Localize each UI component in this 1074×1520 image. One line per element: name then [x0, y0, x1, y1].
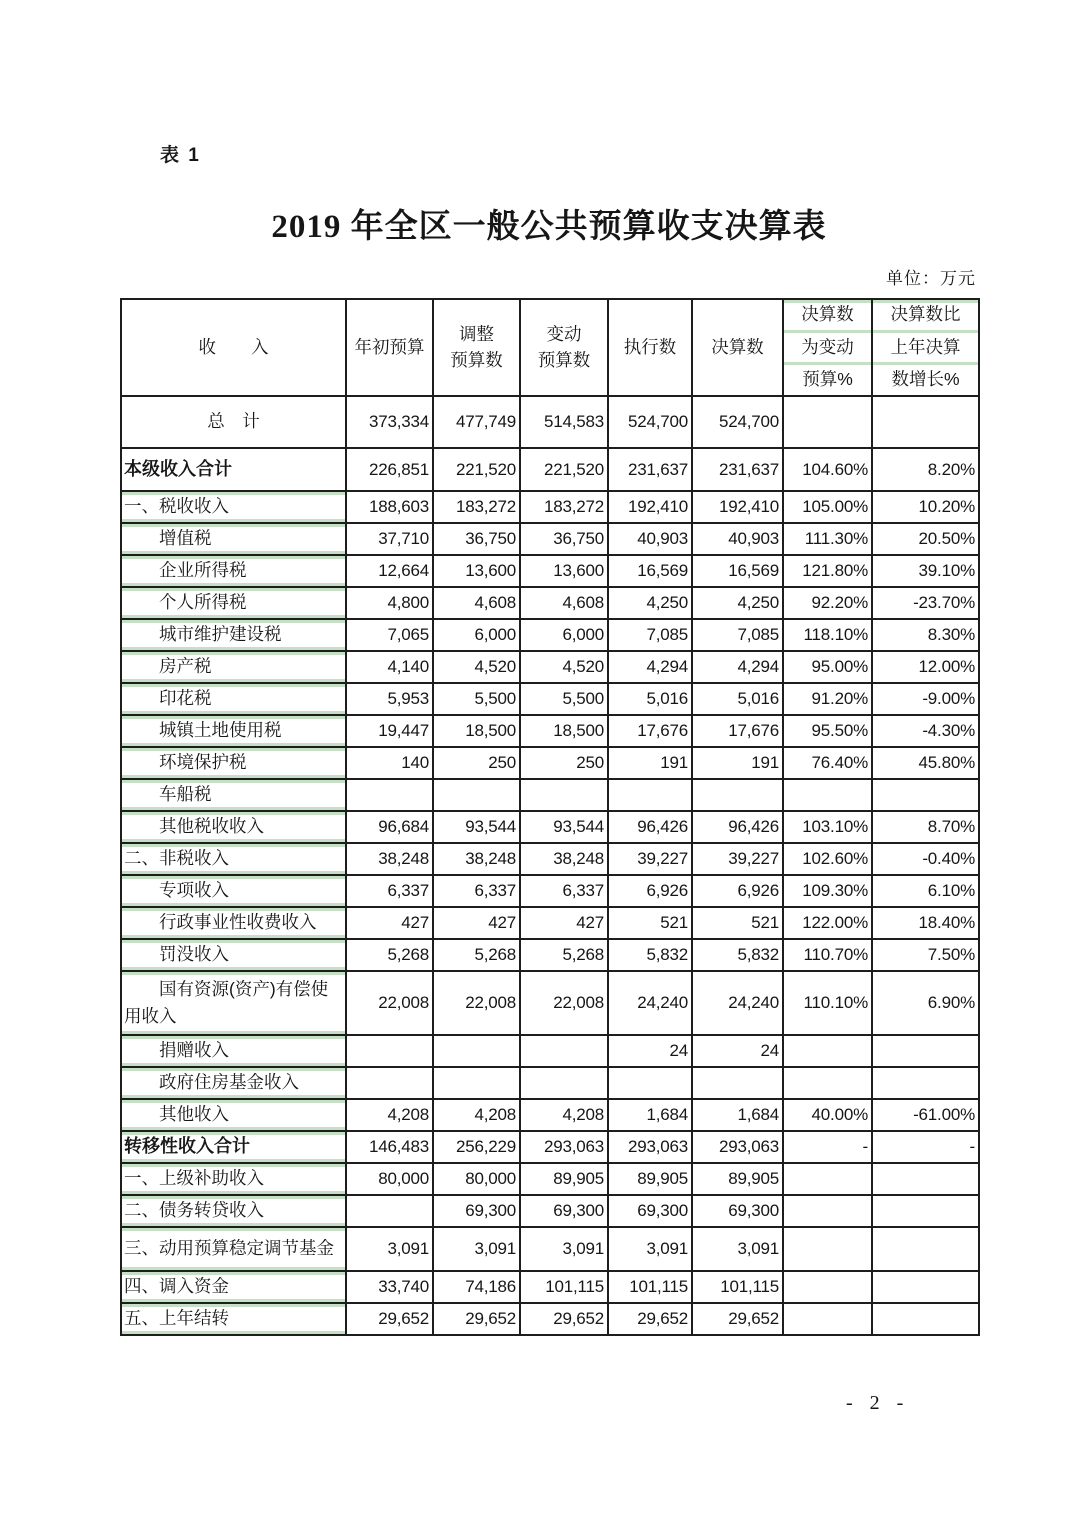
- cell-value: 4,800: [346, 587, 433, 619]
- cell-value: 29,652: [433, 1303, 520, 1335]
- cell-value: -: [872, 1131, 979, 1163]
- income-item-label: 环境保护税: [121, 747, 346, 779]
- cell-value: 40.00%: [783, 1099, 872, 1131]
- cell-value: 8.30%: [872, 619, 979, 651]
- cell-value: 12,664: [346, 555, 433, 587]
- cell-value: 103.10%: [783, 811, 872, 843]
- cell-value: 29,652: [692, 1303, 783, 1335]
- cell-value: 69,300: [692, 1195, 783, 1227]
- cell-value: -61.00%: [872, 1099, 979, 1131]
- cell-value: 4,140: [346, 651, 433, 683]
- cell-value: -9.00%: [872, 683, 979, 715]
- cell-value: 4,208: [433, 1099, 520, 1131]
- cell-value: 293,063: [608, 1131, 692, 1163]
- cell-value: 427: [520, 907, 608, 939]
- table-row: [121, 811, 979, 843]
- cell-value: 4,608: [433, 587, 520, 619]
- income-item-label: 车船税: [121, 779, 346, 811]
- table-row: [121, 1271, 979, 1303]
- cell-value: 45.80%: [872, 747, 979, 779]
- cell-value: 221,520: [520, 448, 608, 491]
- table-row: [121, 448, 979, 491]
- cell-value: 192,410: [608, 491, 692, 523]
- cell-value: 5,016: [692, 683, 783, 715]
- cell-value: [520, 1067, 608, 1099]
- cell-value: 293,063: [692, 1131, 783, 1163]
- income-item-label: 四、调入资金: [121, 1271, 346, 1303]
- cell-value: 4,208: [346, 1099, 433, 1131]
- cell-value: 8.20%: [872, 448, 979, 491]
- cell-value: 373,334: [346, 396, 433, 448]
- cell-value: [520, 779, 608, 811]
- cell-value: [346, 1067, 433, 1099]
- header-stack: [784, 300, 871, 395]
- table-row: [121, 747, 979, 779]
- cell-value: 6,000: [520, 619, 608, 651]
- cell-value: 524,700: [608, 396, 692, 448]
- cell-value: -4.30%: [872, 715, 979, 747]
- cell-value: 6,926: [608, 875, 692, 907]
- cell-value: 105.00%: [783, 491, 872, 523]
- budget-table: [120, 298, 980, 1336]
- cell-value: 5,016: [608, 683, 692, 715]
- cell-value: 4,294: [608, 651, 692, 683]
- cell-value: [346, 779, 433, 811]
- cell-value: 16,569: [608, 555, 692, 587]
- cell-value: [783, 779, 872, 811]
- cell-value: 250: [433, 747, 520, 779]
- cell-value: 92.20%: [783, 587, 872, 619]
- table-header: [121, 299, 979, 396]
- cell-value: [872, 1035, 979, 1067]
- cell-value: [433, 779, 520, 811]
- cell-value: 37,710: [346, 523, 433, 555]
- cell-value: 7,085: [608, 619, 692, 651]
- unit-note: 单位：万元: [886, 269, 976, 288]
- cell-value: [783, 1195, 872, 1227]
- cell-value: 16,569: [692, 555, 783, 587]
- cell-value: [783, 1163, 872, 1195]
- income-item-label: 印花税: [121, 683, 346, 715]
- cell-value: 110.70%: [783, 939, 872, 971]
- table-row: [121, 971, 979, 1035]
- cell-value: 231,637: [692, 448, 783, 491]
- cell-value: 38,248: [520, 843, 608, 875]
- cell-value: 95.50%: [783, 715, 872, 747]
- cell-value: 18,500: [520, 715, 608, 747]
- cell-value: 7.50%: [872, 939, 979, 971]
- cell-value: 69,300: [608, 1195, 692, 1227]
- cell-value: [872, 1303, 979, 1335]
- income-item-label: 城镇土地使用税: [121, 715, 346, 747]
- cell-value: 12.00%: [872, 651, 979, 683]
- cell-value: 96,684: [346, 811, 433, 843]
- cell-value: 8.70%: [872, 811, 979, 843]
- cell-value: 22,008: [520, 971, 608, 1035]
- cell-value: 36,750: [520, 523, 608, 555]
- income-item-label: 一、税收收入: [121, 491, 346, 523]
- cell-value: 95.00%: [783, 651, 872, 683]
- income-item-label: 政府住房基金收入: [121, 1067, 346, 1099]
- cell-value: [692, 779, 783, 811]
- header-row: [121, 299, 979, 396]
- cell-value: 96,426: [692, 811, 783, 843]
- cell-value: 40,903: [608, 523, 692, 555]
- cell-value: 76.40%: [783, 747, 872, 779]
- cell-value: 109.30%: [783, 875, 872, 907]
- table-row: [121, 619, 979, 651]
- cell-value: 39.10%: [872, 555, 979, 587]
- cell-value: [872, 1227, 979, 1271]
- cell-value: [872, 1271, 979, 1303]
- cell-value: 4,520: [520, 651, 608, 683]
- cell-value: 121.80%: [783, 555, 872, 587]
- income-item-label: 增值税: [121, 523, 346, 555]
- header-line: 为变动: [784, 330, 871, 363]
- cell-value: 110.10%: [783, 971, 872, 1035]
- cell-value: 3,091: [692, 1227, 783, 1271]
- cell-value: 1,684: [608, 1099, 692, 1131]
- table-number-label: 表 1: [160, 145, 201, 166]
- cell-value: [872, 779, 979, 811]
- table-row: [121, 555, 979, 587]
- cell-value: 3,091: [433, 1227, 520, 1271]
- income-item-label: 转移性收入合计: [121, 1131, 346, 1163]
- cell-value: 477,749: [433, 396, 520, 448]
- table-row: [121, 396, 979, 448]
- table-row: [121, 587, 979, 619]
- table-row: [121, 939, 979, 971]
- page-title: 2019 年全区一般公共预算收支决算表: [271, 209, 827, 245]
- cell-value: 191: [692, 747, 783, 779]
- cell-value: 5,500: [433, 683, 520, 715]
- cell-value: 250: [520, 747, 608, 779]
- income-item-label: 行政事业性收费收入: [121, 907, 346, 939]
- cell-value: 514,583: [520, 396, 608, 448]
- header-line: 预算数: [450, 349, 503, 370]
- cell-value: [608, 1067, 692, 1099]
- cell-value: 39,227: [608, 843, 692, 875]
- income-item-label: 其他收入: [121, 1099, 346, 1131]
- header-final-vs-changed-pct: [783, 299, 872, 396]
- cell-value: [520, 1035, 608, 1067]
- header-stack: [873, 300, 978, 395]
- income-item-label: 房产税: [121, 651, 346, 683]
- cell-value: -0.40%: [872, 843, 979, 875]
- income-item-label: 国有资源(资产)有偿使用收入: [121, 971, 346, 1035]
- cell-value: [783, 1067, 872, 1099]
- income-item-label: 专项收入: [121, 875, 346, 907]
- cell-value: 5,268: [433, 939, 520, 971]
- table-row: [121, 1099, 979, 1131]
- cell-value: 40,903: [692, 523, 783, 555]
- table-row: [121, 1163, 979, 1195]
- cell-value: 13,600: [433, 555, 520, 587]
- cell-value: 89,905: [608, 1163, 692, 1195]
- cell-value: 5,500: [520, 683, 608, 715]
- cell-value: 102.60%: [783, 843, 872, 875]
- cell-value: 118.10%: [783, 619, 872, 651]
- table-row: [121, 1035, 979, 1067]
- table-row: [121, 1195, 979, 1227]
- cell-value: 221,520: [433, 448, 520, 491]
- cell-value: 188,603: [346, 491, 433, 523]
- cell-value: 191: [608, 747, 692, 779]
- cell-value: 427: [346, 907, 433, 939]
- cell-value: 5,953: [346, 683, 433, 715]
- budget-table-body: [121, 396, 979, 1335]
- cell-value: 226,851: [346, 448, 433, 491]
- cell-value: 24,240: [608, 971, 692, 1035]
- cell-value: 80,000: [433, 1163, 520, 1195]
- cell-value: 20.50%: [872, 523, 979, 555]
- income-item-label: 其他税收收入: [121, 811, 346, 843]
- header-final-vs-prior-pct: [872, 299, 979, 396]
- cell-value: 89,905: [520, 1163, 608, 1195]
- cell-value: 7,065: [346, 619, 433, 651]
- cell-value: [346, 1195, 433, 1227]
- cell-value: 5,268: [346, 939, 433, 971]
- cell-value: 6,337: [346, 875, 433, 907]
- cell-value: [783, 1035, 872, 1067]
- income-item-label: 企业所得税: [121, 555, 346, 587]
- header-initial-budget: 年初预算: [346, 299, 433, 396]
- cell-value: 96,426: [608, 811, 692, 843]
- cell-value: 104.60%: [783, 448, 872, 491]
- cell-value: [872, 1067, 979, 1099]
- income-item-label: 五、上年结转: [121, 1303, 346, 1335]
- header-line: 数增长%: [873, 362, 978, 395]
- cell-value: 111.30%: [783, 523, 872, 555]
- cell-value: [872, 1195, 979, 1227]
- cell-value: 19,447: [346, 715, 433, 747]
- income-item-label: 本级收入合计: [121, 448, 346, 491]
- cell-value: [783, 1227, 872, 1271]
- cell-value: 6,337: [433, 875, 520, 907]
- cell-value: 101,115: [608, 1271, 692, 1303]
- cell-value: 36,750: [433, 523, 520, 555]
- cell-value: 39,227: [692, 843, 783, 875]
- cell-value: 146,483: [346, 1131, 433, 1163]
- header-line: 变动: [546, 324, 582, 345]
- cell-value: 17,676: [692, 715, 783, 747]
- cell-value: 24: [692, 1035, 783, 1067]
- header-adjusted-budget: [433, 299, 520, 396]
- cell-value: 38,248: [346, 843, 433, 875]
- cell-value: 89,905: [692, 1163, 783, 1195]
- cell-value: 24: [608, 1035, 692, 1067]
- cell-value: 293,063: [520, 1131, 608, 1163]
- income-item-label: 总 计: [121, 396, 346, 448]
- header-line: 调整: [459, 324, 494, 345]
- cell-value: 183,272: [433, 491, 520, 523]
- cell-value: 231,637: [608, 448, 692, 491]
- header-line: 决算数比: [890, 304, 961, 325]
- cell-value: 524,700: [692, 396, 783, 448]
- cell-value: 69,300: [433, 1195, 520, 1227]
- cell-value: [783, 1303, 872, 1335]
- cell-value: [608, 779, 692, 811]
- cell-value: 3,091: [608, 1227, 692, 1271]
- cell-value: 93,544: [433, 811, 520, 843]
- cell-value: 3,091: [346, 1227, 433, 1271]
- cell-value: 101,115: [692, 1271, 783, 1303]
- cell-value: 18,500: [433, 715, 520, 747]
- cell-value: 24,240: [692, 971, 783, 1035]
- table-row: [121, 1303, 979, 1335]
- table-row: [121, 1227, 979, 1271]
- cell-value: [692, 1067, 783, 1099]
- cell-value: 38,248: [433, 843, 520, 875]
- cell-value: 6.10%: [872, 875, 979, 907]
- header-line: 预算%: [784, 362, 871, 395]
- cell-value: 13,600: [520, 555, 608, 587]
- cell-value: 91.20%: [783, 683, 872, 715]
- cell-value: [433, 1035, 520, 1067]
- table-row: [121, 523, 979, 555]
- cell-value: 74,186: [433, 1271, 520, 1303]
- table-row: [121, 843, 979, 875]
- cell-value: 521: [608, 907, 692, 939]
- header-line: 上年决算: [873, 330, 978, 363]
- cell-value: 140: [346, 747, 433, 779]
- table-row: [121, 907, 979, 939]
- header-income: 收 入: [121, 299, 346, 396]
- table-row: [121, 779, 979, 811]
- income-item-label: 二、债务转贷收入: [121, 1195, 346, 1227]
- cell-value: 521: [692, 907, 783, 939]
- cell-value: 29,652: [520, 1303, 608, 1335]
- cell-value: 6,337: [520, 875, 608, 907]
- table-row: [121, 1131, 979, 1163]
- cell-value: 29,652: [346, 1303, 433, 1335]
- income-item-label: 城市维护建设税: [121, 619, 346, 651]
- cell-value: 4,250: [608, 587, 692, 619]
- cell-value: [346, 1035, 433, 1067]
- cell-value: 5,832: [692, 939, 783, 971]
- cell-value: 6,926: [692, 875, 783, 907]
- income-item-label: 罚没收入: [121, 939, 346, 971]
- cell-value: 192,410: [692, 491, 783, 523]
- cell-value: [872, 396, 979, 448]
- cell-value: 33,740: [346, 1271, 433, 1303]
- header-line: 决算数: [801, 304, 854, 325]
- cell-value: 122.00%: [783, 907, 872, 939]
- cell-value: 22,008: [433, 971, 520, 1035]
- cell-value: 6,000: [433, 619, 520, 651]
- cell-value: 5,268: [520, 939, 608, 971]
- cell-value: [783, 396, 872, 448]
- cell-value: 101,115: [520, 1271, 608, 1303]
- table-row: [121, 715, 979, 747]
- cell-value: [872, 1163, 979, 1195]
- table-row: [121, 651, 979, 683]
- cell-value: 256,229: [433, 1131, 520, 1163]
- cell-value: 10.20%: [872, 491, 979, 523]
- cell-value: -: [783, 1131, 872, 1163]
- income-item-label: 三、动用预算稳定调节基金: [121, 1227, 346, 1271]
- table-row: [121, 683, 979, 715]
- cell-value: 29,652: [608, 1303, 692, 1335]
- income-item-label: 捐赠收入: [121, 1035, 346, 1067]
- cell-value: 4,608: [520, 587, 608, 619]
- cell-value: 22,008: [346, 971, 433, 1035]
- cell-value: 183,272: [520, 491, 608, 523]
- cell-value: 5,832: [608, 939, 692, 971]
- income-item-label: 个人所得税: [121, 587, 346, 619]
- cell-value: 18.40%: [872, 907, 979, 939]
- cell-value: 80,000: [346, 1163, 433, 1195]
- cell-value: [783, 1271, 872, 1303]
- cell-value: 4,520: [433, 651, 520, 683]
- header-final-accounts: 决算数: [692, 299, 783, 396]
- cell-value: 6.90%: [872, 971, 979, 1035]
- header-changed-budget: [520, 299, 608, 396]
- income-item-label: 二、非税收入: [121, 843, 346, 875]
- cell-value: [433, 1067, 520, 1099]
- cell-value: -23.70%: [872, 587, 979, 619]
- header-line: 预算数: [537, 349, 591, 370]
- cell-value: 7,085: [692, 619, 783, 651]
- table-row: [121, 491, 979, 523]
- income-item-label: 一、上级补助收入: [121, 1163, 346, 1195]
- cell-value: 427: [433, 907, 520, 939]
- cell-value: 4,208: [520, 1099, 608, 1131]
- cell-value: 93,544: [520, 811, 608, 843]
- table-row: [121, 1067, 979, 1099]
- header-execution: 执行数: [608, 299, 692, 396]
- cell-value: 3,091: [520, 1227, 608, 1271]
- table-row: [121, 875, 979, 907]
- cell-value: 17,676: [608, 715, 692, 747]
- cell-value: 4,250: [692, 587, 783, 619]
- cell-value: 1,684: [692, 1099, 783, 1131]
- page-number: - 2 -: [846, 1392, 910, 1414]
- cell-value: 69,300: [520, 1195, 608, 1227]
- cell-value: 4,294: [692, 651, 783, 683]
